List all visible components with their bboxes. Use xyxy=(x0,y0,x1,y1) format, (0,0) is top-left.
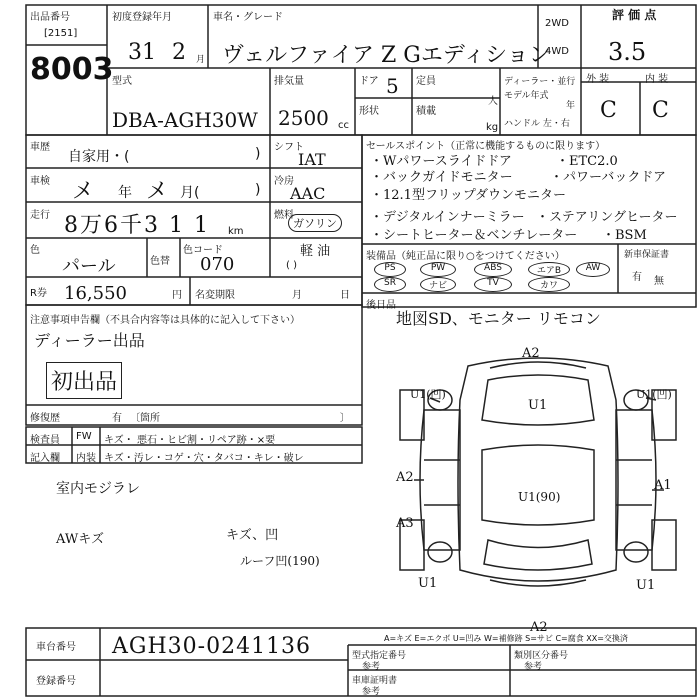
equipment-ps: PS xyxy=(374,262,406,277)
interior-label: 内 装 xyxy=(645,74,669,85)
equipment-abs: ABS xyxy=(474,262,512,277)
lot-number: 8003 xyxy=(30,52,114,87)
first-registration-month: 2 xyxy=(172,40,186,65)
fw-items: キズ・ 悪石・ヒビ割・リペア跡・×要 xyxy=(104,435,276,446)
damage-mark: A1 xyxy=(654,478,672,493)
lot-number-label: 出品番号 xyxy=(30,12,70,23)
doors-label: ドア xyxy=(359,76,379,87)
aftermarket-value: 地図SD、モニター リモコン xyxy=(396,309,601,328)
drive-2wd: 2WD xyxy=(545,18,569,29)
mileage-unit: km xyxy=(228,226,244,237)
color-code-label: 色コード xyxy=(183,245,223,256)
doors-value: 5 xyxy=(386,74,399,98)
shaken-year-unit: 年 xyxy=(118,185,132,201)
model-year-label: モデル年式 xyxy=(504,91,549,101)
fuel-label: 燃料 xyxy=(274,210,294,221)
shaken-close: ) xyxy=(255,182,261,198)
history-label: 車歴 xyxy=(30,142,50,153)
garage-cert-label: 車庫証明書 xyxy=(352,676,398,686)
sales-points-list xyxy=(370,150,692,242)
displacement-label: 排気量 xyxy=(274,76,304,87)
recycle-unit: 円 xyxy=(172,290,182,301)
color-value: パール xyxy=(62,256,116,277)
color-code-value: 070 xyxy=(200,254,235,275)
interior-check-label: 内装 xyxy=(76,453,96,464)
inspection-comment1: 室内モジラレ xyxy=(56,481,140,497)
aircon-value: AAC xyxy=(290,184,326,203)
equipment-sr: SR xyxy=(374,277,406,292)
mileage-value: 8万6千3 1 1 xyxy=(64,213,210,238)
meigi-label: 名変期限 xyxy=(195,290,235,301)
first-registration-label: 初度登録年月 xyxy=(112,12,172,23)
inspector-label: 検査員 xyxy=(30,435,60,446)
sales-point-item: ・Wパワースライドドア xyxy=(370,154,512,169)
score: 3.5 xyxy=(608,38,647,66)
displacement-value: 2500 xyxy=(278,106,329,130)
handle-label: ハンドル 左・右 xyxy=(504,119,570,129)
inspection-comment4: ルーフ凹(190) xyxy=(240,554,320,568)
sales-point-item: ・バックガイドモニター xyxy=(370,170,513,185)
shaken-month-mark: メ xyxy=(146,179,169,204)
spec-number-label: 型式指定番号 xyxy=(352,651,407,661)
interior-grade: C xyxy=(652,98,669,123)
damage-mark: A2 xyxy=(530,620,548,635)
dealer-label: ディーラー・並行 xyxy=(504,77,576,87)
damage-mark: A2 xyxy=(522,346,540,361)
shaken-month-unit: 月( xyxy=(180,185,200,201)
load-unit: kg xyxy=(486,122,499,133)
month-unit: 月 xyxy=(196,55,206,65)
type-label: 型式 xyxy=(112,76,132,87)
class-number-label: 類別区分番号 xyxy=(514,651,569,661)
equipment-aw: AW xyxy=(576,262,610,277)
damage-mark: U1 xyxy=(528,398,548,413)
color-change-label: 色替 xyxy=(150,256,170,267)
registration-label: 登録番号 xyxy=(36,676,76,687)
fw-label: FW xyxy=(76,431,92,442)
damage-mark: U1 xyxy=(636,578,656,593)
sales-point-item: ・ステアリングヒーター xyxy=(536,210,678,225)
damage-mark: U1(90) xyxy=(518,490,561,504)
equipment-tv: TV xyxy=(474,277,512,292)
chassis-value: AGH30-0241136 xyxy=(112,634,312,659)
lot-sub-number: [2151] xyxy=(44,28,78,39)
damage-mark: A3 xyxy=(396,516,414,531)
model-name-label: 車名・グレード xyxy=(213,12,283,23)
shift-value: IAT xyxy=(298,150,326,169)
equipment-navi: ナビ xyxy=(420,277,456,292)
shift-label: シフト xyxy=(274,142,304,153)
damage-mark: U1(凹) xyxy=(636,388,672,401)
first-listing-stamp: 初出品 xyxy=(46,362,122,399)
sales-point-item: ・BSM xyxy=(602,228,647,243)
warranty-no: 無 xyxy=(654,276,664,287)
warranty-yes: 有 xyxy=(632,272,642,283)
inspection-comment2: AWキズ xyxy=(56,532,104,547)
meigi-day-unit: 日 xyxy=(340,290,350,301)
entry-label: 記入欄 xyxy=(30,453,60,464)
repair-close: 〕 xyxy=(340,413,350,424)
mileage-label: 走行 xyxy=(30,210,50,221)
sales-point-item: ・12.1型フリップダウンモニター xyxy=(370,188,566,203)
new-warranty-label: 新車保証書 xyxy=(624,250,670,260)
meigi-month-unit: 月 xyxy=(292,290,302,301)
damage-mark: U1(凹) xyxy=(410,388,446,401)
recycle-value: 16,550 xyxy=(64,283,127,304)
repair-label: 修復歴 xyxy=(30,413,60,424)
class-number-sub: 参考 xyxy=(524,662,543,672)
sales-point-item: ・シートヒーター＆ベンチレーター xyxy=(370,228,578,243)
history-value: 自家用・( xyxy=(68,149,130,165)
inspection-comment3: キズ、凹 xyxy=(226,528,279,543)
equipment-airbag: エアB xyxy=(528,262,570,277)
spec-number-sub: 参考 xyxy=(362,662,381,672)
equipment-title: 装備品（純正品に限り○をつけてください） xyxy=(366,251,565,262)
garage-cert-sub: 参考 xyxy=(362,687,381,697)
sales-point-item: ・デジタルインナーミラー xyxy=(370,210,525,225)
load-label: 積載 xyxy=(416,106,436,117)
damage-mark: U1 xyxy=(418,576,438,591)
capacity-unit: 人 xyxy=(488,96,498,107)
score-label: 評 価 点 xyxy=(612,8,657,22)
capacity-label: 定員 xyxy=(416,76,436,87)
sales-point-item: ・パワーバックドア xyxy=(550,170,666,185)
notes-line1: ディーラー出品 xyxy=(34,331,145,350)
notes-title: 注意事項申告欄（不具合内容等は具体的に記入して下さい） xyxy=(30,315,300,326)
sales-point-item: ・ETC2.0 xyxy=(556,154,618,169)
color-label: 色 xyxy=(30,245,40,256)
displacement-unit: cc xyxy=(338,120,349,131)
sales-points-title: セールスポイント（正常に機能するものに限ります） xyxy=(366,141,606,152)
exterior-label: 外 装 xyxy=(586,74,610,85)
fuel-paren: ( ) xyxy=(286,260,297,271)
history-close: ) xyxy=(255,146,261,162)
aftermarket-label: 後日品 xyxy=(366,300,396,311)
body-label: 形状 xyxy=(359,106,379,117)
repair-yes: 有 xyxy=(112,413,122,424)
recycle-label: R券 xyxy=(30,288,47,299)
damage-mark: A2 xyxy=(396,470,414,485)
interior-check-items: キズ・汚レ・コゲ・穴・タバコ・キレ・破レ xyxy=(104,453,304,464)
repair-place: 〔箇所 xyxy=(130,413,160,424)
drive-4wd: 4WD xyxy=(545,46,569,57)
first-registration-year: 31 xyxy=(128,40,156,65)
chassis-label: 車台番号 xyxy=(36,642,76,653)
exterior-grade: C xyxy=(600,98,617,123)
damage-legend: A=キズ E=エクボ U=凹み W=補修跡 S=サビ C=腐食 XX=交換済 xyxy=(384,634,628,643)
year-unit: 年 xyxy=(566,101,576,111)
aircon-label: 冷房 xyxy=(274,176,294,187)
type-value: DBA-AGH30W xyxy=(112,108,258,132)
fuel-circled: ガソリン xyxy=(288,214,342,232)
shaken-year-mark: メ xyxy=(72,179,95,204)
shaken-label: 車検 xyxy=(30,176,50,187)
equipment-kawa: カワ xyxy=(528,277,570,292)
fuel-second: 軽 油 xyxy=(300,244,331,259)
equipment-pw: PW xyxy=(420,262,456,277)
model-name: ヴェルファイア Z Gエディション xyxy=(222,43,551,68)
